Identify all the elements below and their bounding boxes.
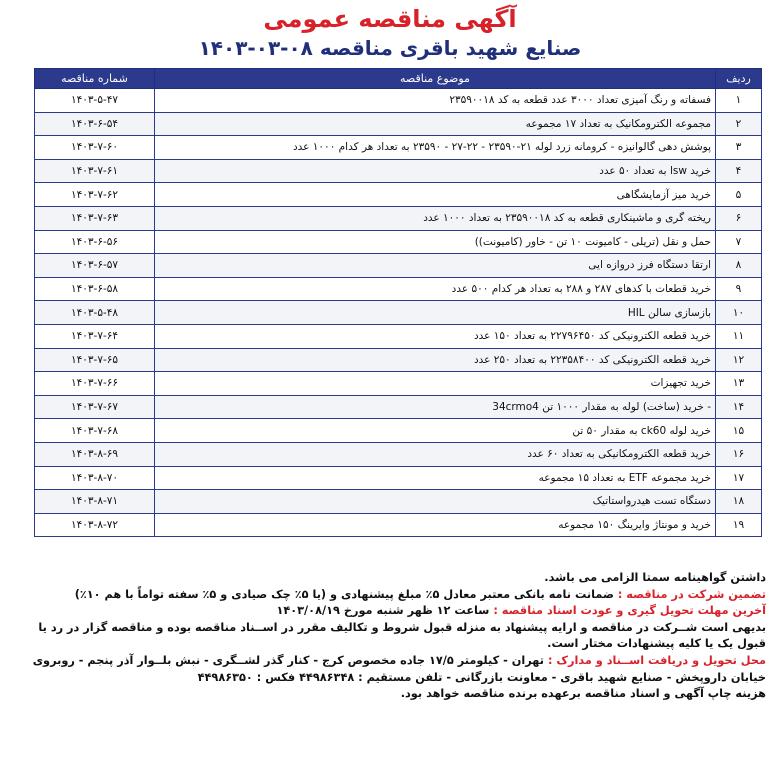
row-subject: خرید میز آزمایشگاهی — [155, 183, 716, 207]
row-tender-number: ۱۴۰۳-۷-۶۴ — [35, 324, 155, 348]
row-subject: خرید lsw به تعداد ۵۰ عدد — [155, 159, 716, 183]
header-subject: موضوع مناقصه — [155, 69, 716, 89]
row-subject: خرید قطعه الکترومکانیکی به تعداد ۶۰ عدد — [155, 442, 716, 466]
guarantee-label: تضمین شرکت در مناقصه : — [617, 587, 766, 601]
table-row — [35, 230, 762, 254]
row-index: ۱۸ — [716, 490, 762, 514]
row-subject: خرید و مونتاژ وایرینگ ۱۵۰ مجموعه — [155, 513, 716, 537]
row-index: ۸ — [716, 254, 762, 278]
row-tender-number: ۱۴۰۳-۶-۵۷ — [35, 254, 155, 278]
row-tender-number: ۱۴۰۳-۷-۶۳ — [35, 206, 155, 230]
row-index: ۱۱ — [716, 324, 762, 348]
row-index: ۱۲ — [716, 348, 762, 372]
row-tender-number: ۱۴۰۳-۷-۶۷ — [35, 395, 155, 419]
row-tender-number: ۱۴۰۳-۷-۶۵ — [35, 348, 155, 372]
row-subject: خرید قطعات با کدهای ۲۸۷ و ۲۸۸ به تعداد هر کدام ۵۰۰ عدد — [155, 277, 716, 301]
row-index: ۱ — [716, 89, 762, 113]
row-tender-number: ۱۴۰۳-۷-۶۶ — [35, 372, 155, 396]
delivery-paragraph — [28, 653, 766, 686]
row-tender-number: ۱۴۰۳-۷-۶۲ — [35, 183, 155, 207]
table-row — [35, 372, 762, 396]
row-subject: دستگاه تست هیدرواستاتیک — [155, 490, 716, 514]
row-subject: ریخته گری و ماشینکاری قطعه به کد ۲۳۵۹۰۰۱۸ به تعداد ۱۰۰۰ عدد — [155, 206, 716, 230]
row-subject: فسفاته و رنگ آمیزی تعداد ۳۰۰۰ عدد قطعه به کد ۲۳۵۹۰۰۱۸ — [155, 89, 716, 113]
deadline-paragraph — [28, 603, 766, 620]
row-tender-number: ۱۴۰۳-۵-۴۸ — [35, 301, 155, 325]
row-index: ۱۹ — [716, 513, 762, 537]
table-row — [35, 159, 762, 183]
table-row — [35, 348, 762, 372]
delivery-label: محل تحویل و دریافت اســناد و مدارک : — [547, 653, 766, 667]
table-row — [35, 513, 762, 537]
row-index: ۲ — [716, 112, 762, 136]
row-tender-number: ۱۴۰۳-۷-۶۰ — [35, 136, 155, 160]
terms-paragraph: بدیهی است شــرکت در مناقصه و ارایه پیشنهاد به منزله قبول شروط و تکالیف مقرر در اســناد مناقصه بوده و مناقصه گزار در رد یا قبول یک یا کلیه پیشنهادات مختار است. — [38, 620, 766, 651]
table-header-row — [35, 69, 762, 89]
guarantee-text: ضمانت نامه بانکی معتبر معادل ۵٪ مبلغ پیشنهادی و (یا ۵٪ چک صیادی و ۵٪ سفته تواماً با هم ۱۰٪) — [74, 587, 618, 601]
row-subject: - خرید (ساخت) لوله به مقدار ۱۰۰۰ تن 34crmo4 — [155, 395, 716, 419]
row-index: ۹ — [716, 277, 762, 301]
row-subject: خرید تجهیزات — [155, 372, 716, 396]
table-row — [35, 419, 762, 443]
row-subject: پوشش دهی گالوانیزه - کرومانه زرد لوله ۲۱-۲۳۵۹۰ - ۲۲-۲۷ - ۲۳۵۹۰ به تعداد هر کدام ۱۰۰۰ عدد — [155, 136, 716, 160]
table-row — [35, 183, 762, 207]
table-row — [35, 301, 762, 325]
row-tender-number: ۱۴۰۳-۶-۵۶ — [35, 230, 155, 254]
table-row — [35, 136, 762, 160]
row-index: ۱۶ — [716, 442, 762, 466]
notice-body — [28, 570, 766, 703]
notice-title: آگهی مناقصه عمومی — [263, 5, 517, 33]
row-tender-number: ۱۴۰۳-۸-۷۱ — [35, 490, 155, 514]
row-subject: خرید قطعه الکترونیکی کد ۲۲۳۵۸۴۰۰ به تعداد ۲۵۰ عدد — [155, 348, 716, 372]
row-tender-number: ۱۴۰۳-۸-۷۰ — [35, 466, 155, 490]
row-tender-number: ۱۴۰۳-۸-۷۲ — [35, 513, 155, 537]
table-row — [35, 442, 762, 466]
row-index: ۴ — [716, 159, 762, 183]
table-row — [35, 112, 762, 136]
row-index: ۳ — [716, 136, 762, 160]
row-tender-number: ۱۴۰۳-۷-۶۱ — [35, 159, 155, 183]
table-row — [35, 490, 762, 514]
row-subject: خرید مجموعه ETF به تعداد ۱۵ مجموعه — [155, 466, 716, 490]
row-index: ۱۷ — [716, 466, 762, 490]
header-tender-number: شماره مناقصه — [35, 69, 155, 89]
row-index: ۷ — [716, 230, 762, 254]
row-index: ۵ — [716, 183, 762, 207]
row-index: ۱۴ — [716, 395, 762, 419]
row-tender-number: ۱۴۰۳-۵-۴۷ — [35, 89, 155, 113]
row-subject: مجموعه الکترومکانیک به تعداد ۱۷ مجموعه — [155, 112, 716, 136]
row-tender-number: ۱۴۰۳-۶-۵۸ — [35, 277, 155, 301]
table-row — [35, 324, 762, 348]
cost-paragraph: هزینه چاپ آگهی و اسناد مناقصه برعهده برنده مناقصه خواهد بود. — [400, 687, 766, 701]
delivery-text: تهران - کیلومتر ۱۷/۵ جاده مخصوص کرج - کنار گذر لشــگری - نبش بلــوار آذر پنجم - روبروی خیابان داروپخش - صنایع شهید باقری - معاونت بازرگانی - تلفن مستقیم : ۴۴۹۸۶۳۴۸ فکس : ۴۴۹۸۶۳۵۰ — [32, 653, 766, 684]
table-row — [35, 277, 762, 301]
deadline-text: ساعت ۱۲ ظهر شنبه مورخ ۱۴۰۳/۰۸/۱۹ — [276, 604, 494, 618]
notice-subtitle: صنایع شهید باقری مناقصه ۰۸-۰۳-۱۴۰۳ — [198, 36, 582, 60]
row-subject: خرید لوله ck60 به مقدار ۵۰ تن — [155, 419, 716, 443]
table-row — [35, 206, 762, 230]
row-index: ۱۳ — [716, 372, 762, 396]
table-row — [35, 466, 762, 490]
row-index: ۱۵ — [716, 419, 762, 443]
tenders-table — [34, 68, 762, 537]
deadline-label: آخرین مهلت تحویل گیری و عودت اسناد مناقصه : — [493, 604, 766, 618]
row-index: ۶ — [716, 206, 762, 230]
table-row — [35, 254, 762, 278]
header-row-number: ردیف — [716, 69, 762, 89]
row-subject: بازسازی سالن HIL — [155, 301, 716, 325]
table-row — [35, 89, 762, 113]
certificate-note: داشتن گواهینامه سمتا الزامی می باشد. — [544, 571, 766, 584]
row-index: ۱۰ — [716, 301, 762, 325]
table-row — [35, 395, 762, 419]
row-subject: حمل و نقل (تریلی - کامیونت ۱۰ تن - خاور (کامیونت)) — [155, 230, 716, 254]
row-tender-number: ۱۴۰۳-۷-۶۸ — [35, 419, 155, 443]
row-tender-number: ۱۴۰۳-۸-۶۹ — [35, 442, 155, 466]
table-body — [35, 89, 762, 537]
guarantee-paragraph — [28, 587, 766, 604]
row-tender-number: ۱۴۰۳-۶-۵۴ — [35, 112, 155, 136]
row-subject: خرید قطعه الکترونیکی کد ۲۲۷۹۶۴۵۰ به تعداد ۱۵۰ عدد — [155, 324, 716, 348]
row-subject: ارتقا دستگاه فرز دروازه ایی — [155, 254, 716, 278]
